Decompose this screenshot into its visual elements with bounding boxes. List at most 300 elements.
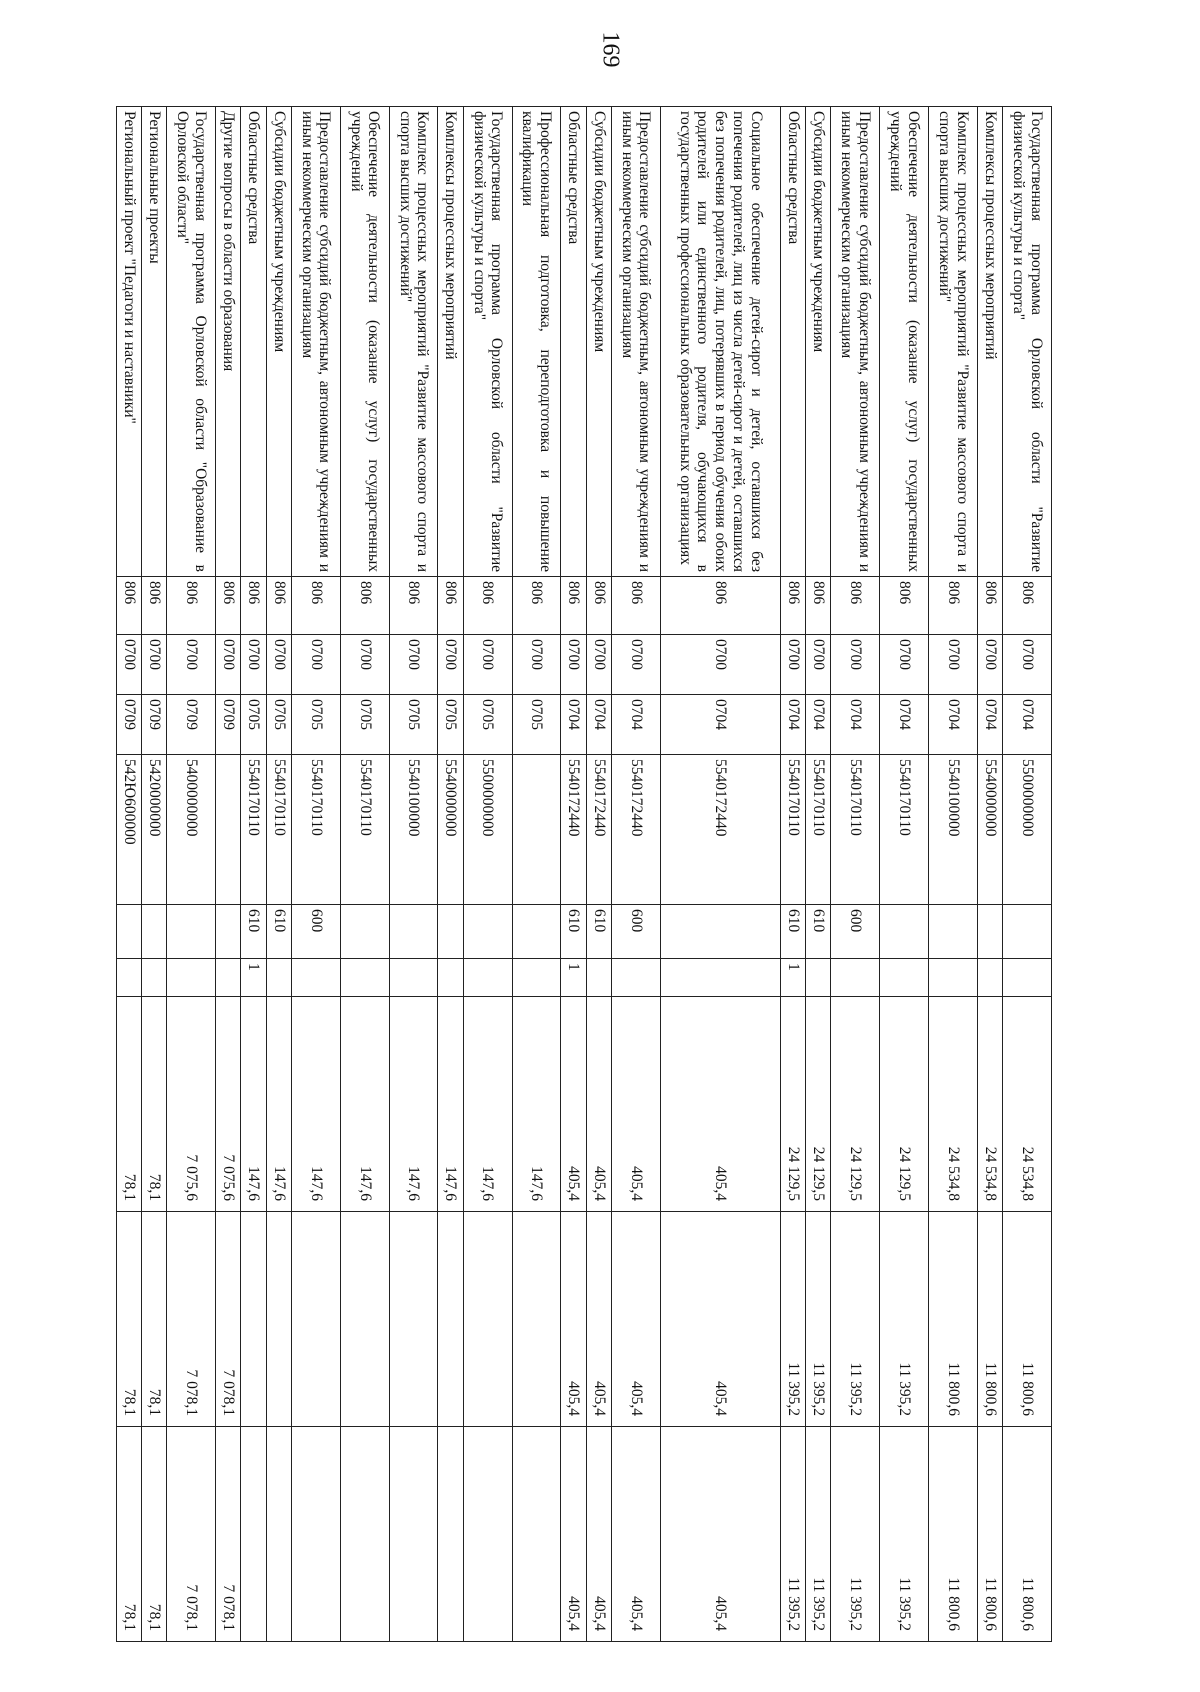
cell-rz-text: 0700 <box>981 639 999 670</box>
cell-sum-2 <box>929 1212 978 1427</box>
cell-sum-1 <box>660 997 780 1212</box>
cell-sum-1-text: 405,4 <box>565 1166 583 1201</box>
table-row <box>660 107 780 1642</box>
cell-ved-text: 806 <box>847 581 865 605</box>
cell-rz <box>512 635 561 695</box>
cell-vr <box>266 905 291 959</box>
cell-pr <box>241 695 266 755</box>
cell-pr-text: 0704 <box>895 699 913 730</box>
cell-pr <box>389 695 438 755</box>
budget-table <box>116 106 1052 1642</box>
cell-pr <box>512 695 561 755</box>
cell-ved-text: 806 <box>121 581 139 605</box>
cell-fs <box>512 959 561 997</box>
cell-sum-3 <box>512 1427 561 1642</box>
cell-vr-text: 600 <box>307 909 325 933</box>
cell-sum-1-text: 24 129,5 <box>810 1146 828 1201</box>
cell-vr-text: 610 <box>784 909 802 933</box>
table-row <box>780 107 805 1642</box>
cell-sum-3 <box>117 1427 142 1642</box>
cell-name <box>561 107 586 577</box>
cell-rz-text: 0700 <box>245 639 263 670</box>
cell-sum-2 <box>241 1212 266 1427</box>
cell-pr-text: 0704 <box>712 699 730 730</box>
cell-ved-text: 806 <box>146 581 164 605</box>
cell-sum-1-text: 24 129,5 <box>847 1146 865 1201</box>
cell-rz-text: 0700 <box>944 639 962 670</box>
cell-rz-text: 0700 <box>479 639 497 670</box>
cell-csr-text: 5540170110 <box>307 759 325 836</box>
cell-sum-3-text: 405,4 <box>565 1596 583 1631</box>
cell-ved-text: 806 <box>356 581 374 605</box>
cell-csr <box>340 755 389 905</box>
cell-name-text: Обеспечение деятельности (оказание услуг) государственных учреждений <box>347 111 383 572</box>
cell-csr <box>806 755 831 905</box>
cell-sum-3-text: 11 800,6 <box>944 1577 962 1631</box>
cell-rz-text: 0700 <box>712 639 730 670</box>
cell-sum-1 <box>389 997 438 1212</box>
table-row <box>142 107 167 1642</box>
cell-vr <box>291 905 340 959</box>
cell-fs <box>806 959 831 997</box>
cell-sum-2-text: 11 395,2 <box>895 1362 913 1416</box>
cell-fs <box>561 959 586 997</box>
cell-sum-3-text: 7 078,1 <box>220 1584 238 1631</box>
cell-sum-3 <box>438 1427 463 1642</box>
cell-pr <box>463 695 512 755</box>
rotated-table-wrapper <box>116 106 1052 1641</box>
cell-rz-text: 0700 <box>356 639 374 670</box>
table-body <box>117 107 1052 1642</box>
cell-sum-1-text: 24 534,8 <box>1018 1146 1036 1201</box>
cell-name <box>880 107 929 577</box>
cell-sum-2 <box>611 1212 660 1427</box>
cell-vr <box>561 905 586 959</box>
cell-name <box>1003 107 1052 577</box>
cell-sum-2 <box>561 1212 586 1427</box>
cell-name <box>929 107 978 577</box>
cell-vr <box>611 905 660 959</box>
cell-fs <box>117 959 142 997</box>
cell-csr <box>463 755 512 905</box>
cell-name <box>438 107 463 577</box>
cell-ved-text: 806 <box>810 581 828 605</box>
cell-name-text: Региональные проекты <box>146 111 164 264</box>
cell-sum-3-text: 405,4 <box>627 1596 645 1631</box>
cell-rz <box>1003 635 1052 695</box>
cell-name <box>142 107 167 577</box>
cell-name-text: Предоставление субсидий бюджетным, автономным учреждениям и иным некоммерческим организациям <box>618 111 654 572</box>
cell-csr <box>586 755 611 905</box>
cell-pr <box>438 695 463 755</box>
table-row <box>929 107 978 1642</box>
cell-pr-text: 0704 <box>810 699 828 730</box>
cell-rz-text: 0700 <box>627 639 645 670</box>
cell-csr <box>611 755 660 905</box>
cell-sum-2 <box>977 1212 1002 1427</box>
cell-sum-1 <box>241 997 266 1212</box>
cell-sum-2 <box>831 1212 880 1427</box>
cell-rz-text: 0700 <box>220 639 238 670</box>
cell-ved <box>806 577 831 635</box>
cell-ved-text: 806 <box>1018 581 1036 605</box>
cell-sum-3-text: 11 800,6 <box>1018 1577 1036 1631</box>
cell-ved-text: 806 <box>183 581 201 605</box>
cell-pr <box>167 695 216 755</box>
table-row <box>831 107 880 1642</box>
cell-sum-3 <box>291 1427 340 1642</box>
cell-pr <box>831 695 880 755</box>
cell-rz <box>167 635 216 695</box>
cell-vr-text: 610 <box>565 909 583 933</box>
cell-csr-text: 5540172440 <box>565 759 583 837</box>
cell-sum-2 <box>1003 1212 1052 1427</box>
cell-rz <box>660 635 780 695</box>
cell-sum-1-text: 147,6 <box>307 1166 325 1201</box>
cell-pr-text: 0704 <box>565 699 583 730</box>
cell-ved-text: 806 <box>528 581 546 605</box>
cell-sum-2-text: 7 078,1 <box>220 1369 238 1416</box>
cell-sum-3 <box>586 1427 611 1642</box>
cell-ved <box>1003 577 1052 635</box>
cell-name <box>117 107 142 577</box>
cell-csr-text: 5540170110 <box>270 759 288 836</box>
cell-rz <box>780 635 805 695</box>
cell-sum-1-text: 24 534,8 <box>944 1146 962 1201</box>
cell-vr <box>167 905 216 959</box>
cell-sum-3-text: 405,4 <box>590 1596 608 1631</box>
cell-sum-2-text: 7 078,1 <box>183 1369 201 1416</box>
cell-sum-1-text: 147,6 <box>356 1166 374 1201</box>
cell-pr-text: 0709 <box>146 699 164 730</box>
cell-rz <box>929 635 978 695</box>
cell-sum-2 <box>167 1212 216 1427</box>
cell-sum-1 <box>438 997 463 1212</box>
cell-sum-1-text: 147,6 <box>245 1166 263 1201</box>
cell-csr-text: 5540100000 <box>944 759 962 837</box>
cell-sum-1-text: 147,6 <box>442 1166 460 1201</box>
cell-ved-text: 806 <box>270 581 288 605</box>
cell-name-text: Предоставление субсидий бюджетным, автономным учреждениям и иным некоммерческим организациям <box>298 111 334 572</box>
cell-ved <box>216 577 241 635</box>
cell-fs <box>977 959 1002 997</box>
cell-ved <box>167 577 216 635</box>
cell-sum-1-text: 24 129,5 <box>895 1146 913 1201</box>
cell-rz <box>117 635 142 695</box>
cell-rz-text: 0700 <box>784 639 802 670</box>
cell-sum-2-text: 11 395,2 <box>784 1362 802 1416</box>
cell-sum-1 <box>216 997 241 1212</box>
cell-sum-1 <box>291 997 340 1212</box>
cell-name <box>512 107 561 577</box>
cell-ved <box>660 577 780 635</box>
cell-pr <box>266 695 291 755</box>
cell-sum-1-text: 147,6 <box>528 1166 546 1201</box>
cell-name-text: Субсидии бюджетным учреждениям <box>270 111 288 353</box>
cell-name <box>660 107 780 577</box>
cell-sum-1-text: 24 534,8 <box>981 1146 999 1201</box>
cell-sum-1-text: 405,4 <box>712 1166 730 1201</box>
cell-sum-3-text: 78,1 <box>146 1603 164 1631</box>
cell-vr <box>389 905 438 959</box>
cell-rz-text: 0700 <box>528 639 546 670</box>
cell-vr-text: 610 <box>270 909 288 933</box>
cell-name-text: Комплексы процессных мероприятий <box>442 111 460 360</box>
cell-name <box>977 107 1002 577</box>
cell-ved <box>438 577 463 635</box>
cell-sum-2-text: 405,4 <box>712 1381 730 1416</box>
cell-pr <box>586 695 611 755</box>
cell-name <box>586 107 611 577</box>
cell-fs <box>463 959 512 997</box>
cell-ved <box>117 577 142 635</box>
cell-name-text: Областные средства <box>565 111 583 245</box>
cell-sum-2 <box>266 1212 291 1427</box>
table-row <box>340 107 389 1642</box>
cell-csr <box>780 755 805 905</box>
cell-sum-1-text: 147,6 <box>479 1166 497 1201</box>
cell-sum-2 <box>586 1212 611 1427</box>
table-row <box>512 107 561 1642</box>
cell-sum-1-text: 24 129,5 <box>784 1146 802 1201</box>
table-row <box>977 107 1002 1642</box>
cell-sum-2 <box>660 1212 780 1427</box>
cell-vr <box>831 905 880 959</box>
cell-rz <box>241 635 266 695</box>
cell-csr <box>389 755 438 905</box>
cell-rz-text: 0700 <box>847 639 865 670</box>
cell-vr-text: 600 <box>847 909 865 933</box>
cell-sum-3 <box>142 1427 167 1642</box>
page-number: 169 <box>597 31 624 68</box>
cell-sum-2-text: 78,1 <box>146 1388 164 1416</box>
cell-sum-2 <box>142 1212 167 1427</box>
cell-ved <box>586 577 611 635</box>
cell-pr-text: 0705 <box>405 699 423 730</box>
cell-name-text: Комплекс процессных мероприятий "Развитие массового спорта и спорта высших достижений" <box>396 111 432 572</box>
cell-rz <box>438 635 463 695</box>
cell-fs <box>340 959 389 997</box>
cell-pr-text: 0709 <box>183 699 201 730</box>
cell-rz-text: 0700 <box>405 639 423 670</box>
cell-name-text: Профессиональная подготовка, переподготовка и повышение квалификации <box>519 111 555 572</box>
table-row <box>463 107 512 1642</box>
cell-rz <box>977 635 1002 695</box>
cell-name <box>611 107 660 577</box>
table-row <box>880 107 929 1642</box>
cell-csr <box>660 755 780 905</box>
cell-sum-2 <box>780 1212 805 1427</box>
table-row <box>561 107 586 1642</box>
cell-fs <box>929 959 978 997</box>
cell-sum-3 <box>831 1427 880 1642</box>
cell-name-text: Предоставление субсидий бюджетным, автономным учреждениям и иным некоммерческим организациям <box>838 111 873 572</box>
cell-fs-text: 1 <box>784 963 802 971</box>
cell-csr-text: 5420000000 <box>146 759 164 837</box>
cell-vr <box>586 905 611 959</box>
cell-csr-text: 5540100000 <box>405 759 423 837</box>
cell-rz <box>142 635 167 695</box>
cell-fs <box>216 959 241 997</box>
cell-sum-1 <box>806 997 831 1212</box>
cell-name <box>806 107 831 577</box>
cell-sum-2-text: 405,4 <box>590 1381 608 1416</box>
cell-sum-1 <box>167 997 216 1212</box>
cell-pr-text: 0704 <box>590 699 608 730</box>
cell-csr <box>291 755 340 905</box>
table-row <box>389 107 438 1642</box>
cell-csr-text: 5540170110 <box>784 759 802 836</box>
cell-pr-text: 0704 <box>944 699 962 730</box>
cell-sum-1-text: 405,4 <box>590 1166 608 1201</box>
cell-pr-text: 0705 <box>270 699 288 730</box>
cell-fs-text: 1 <box>565 963 583 971</box>
cell-ved-text: 806 <box>895 581 913 605</box>
table-row <box>586 107 611 1642</box>
cell-vr <box>1003 905 1052 959</box>
cell-sum-1-text: 78,1 <box>121 1173 139 1201</box>
cell-vr <box>463 905 512 959</box>
cell-fs <box>167 959 216 997</box>
cell-sum-3 <box>780 1427 805 1642</box>
cell-fs <box>389 959 438 997</box>
cell-sum-3-text: 78,1 <box>121 1603 139 1631</box>
cell-sum-1-text: 78,1 <box>146 1173 164 1201</box>
table-row <box>291 107 340 1642</box>
cell-sum-1 <box>929 997 978 1212</box>
cell-vr <box>117 905 142 959</box>
cell-vr <box>806 905 831 959</box>
cell-vr-text: 610 <box>245 909 263 933</box>
cell-csr-text: 5540170110 <box>895 759 913 836</box>
cell-ved-text: 806 <box>245 581 263 605</box>
cell-csr-text: 5540000000 <box>442 759 460 837</box>
cell-ved <box>929 577 978 635</box>
cell-vr <box>660 905 780 959</box>
cell-ved <box>561 577 586 635</box>
cell-sum-2-text: 11 800,6 <box>1018 1362 1036 1416</box>
cell-ved-text: 806 <box>784 581 802 605</box>
cell-sum-2 <box>216 1212 241 1427</box>
cell-ved-text: 806 <box>590 581 608 605</box>
cell-ved <box>463 577 512 635</box>
cell-csr <box>117 755 142 905</box>
cell-sum-3-text: 11 395,2 <box>847 1577 865 1631</box>
cell-name-text: Обеспечение деятельности (оказание услуг) государственных учреждений <box>887 111 922 572</box>
cell-name <box>241 107 266 577</box>
cell-rz-text: 0700 <box>810 639 828 670</box>
cell-sum-2-text: 11 395,2 <box>847 1362 865 1416</box>
cell-sum-1-text: 147,6 <box>405 1166 423 1201</box>
cell-sum-3 <box>167 1427 216 1642</box>
cell-csr-text: 5540170110 <box>356 759 374 836</box>
cell-sum-3 <box>561 1427 586 1642</box>
cell-name <box>340 107 389 577</box>
cell-pr-text: 0709 <box>121 699 139 730</box>
cell-fs-text: 1 <box>245 963 263 971</box>
cell-sum-3-text: 11 395,2 <box>810 1577 828 1631</box>
cell-rz-text: 0700 <box>183 639 201 670</box>
cell-sum-2-text: 405,4 <box>565 1381 583 1416</box>
cell-name-text: Социальное обеспечение детей-сирот и детей, оставшихся без попечения родителей, лиц из числа детей-сирот и детей, оставшихся без попечения родителей, лиц, потерявших в период обучения обоих родителей или единственного родителя, обучающихся в государственных профессиональных образовательных организациях <box>676 111 765 572</box>
cell-pr <box>611 695 660 755</box>
cell-ved <box>241 577 266 635</box>
cell-rz <box>611 635 660 695</box>
table-row <box>438 107 463 1642</box>
cell-ved-text: 806 <box>981 581 999 605</box>
cell-sum-1 <box>117 997 142 1212</box>
cell-sum-3 <box>463 1427 512 1642</box>
cell-sum-1 <box>266 997 291 1212</box>
cell-vr <box>216 905 241 959</box>
cell-pr <box>216 695 241 755</box>
cell-pr <box>340 695 389 755</box>
cell-sum-1 <box>340 997 389 1212</box>
cell-rz-text: 0700 <box>270 639 288 670</box>
cell-sum-3 <box>806 1427 831 1642</box>
cell-rz <box>586 635 611 695</box>
cell-pr <box>660 695 780 755</box>
cell-sum-3-text: 11 395,2 <box>895 1577 913 1631</box>
cell-name-text: Областные средства <box>784 111 802 245</box>
table-row <box>241 107 266 1642</box>
cell-sum-1 <box>561 997 586 1212</box>
cell-pr-text: 0705 <box>528 699 546 730</box>
cell-csr <box>167 755 216 905</box>
cell-sum-2 <box>340 1212 389 1427</box>
cell-sum-3 <box>216 1427 241 1642</box>
cell-ved <box>780 577 805 635</box>
cell-csr-text: 542Ю600000 <box>121 759 139 845</box>
cell-csr-text: 5540170110 <box>245 759 263 836</box>
cell-vr <box>142 905 167 959</box>
table-row <box>216 107 241 1642</box>
cell-pr-text: 0704 <box>627 699 645 730</box>
cell-vr-text: 610 <box>590 909 608 933</box>
cell-sum-1 <box>780 997 805 1212</box>
cell-pr <box>291 695 340 755</box>
cell-name-text: Региональный проект "Педагоги и наставники" <box>121 111 139 424</box>
cell-pr-text: 0705 <box>245 699 263 730</box>
cell-fs <box>266 959 291 997</box>
cell-name-text: Комплекс процессных мероприятий "Развитие массового спорта и спорта высших достижений" <box>936 111 971 572</box>
cell-sum-2-text: 11 800,6 <box>981 1362 999 1416</box>
cell-rz-text: 0700 <box>565 639 583 670</box>
cell-sum-3 <box>266 1427 291 1642</box>
cell-vr <box>438 905 463 959</box>
cell-rz <box>216 635 241 695</box>
cell-ved <box>389 577 438 635</box>
cell-rz <box>880 635 929 695</box>
cell-name-text: Другие вопросы в области образования <box>220 111 238 372</box>
cell-csr-text: 5540000000 <box>981 759 999 837</box>
cell-pr <box>929 695 978 755</box>
cell-fs <box>142 959 167 997</box>
cell-csr <box>266 755 291 905</box>
cell-vr <box>880 905 929 959</box>
cell-name <box>463 107 512 577</box>
table-row <box>266 107 291 1642</box>
cell-sum-2 <box>806 1212 831 1427</box>
cell-ved <box>142 577 167 635</box>
cell-name-text: Субсидии бюджетным учреждениям <box>810 111 828 353</box>
cell-ved-text: 806 <box>565 581 583 605</box>
cell-sum-3-text: 405,4 <box>712 1596 730 1631</box>
cell-sum-3 <box>660 1427 780 1642</box>
cell-sum-1 <box>880 997 929 1212</box>
cell-sum-2 <box>389 1212 438 1427</box>
cell-vr-text: 600 <box>627 909 645 933</box>
